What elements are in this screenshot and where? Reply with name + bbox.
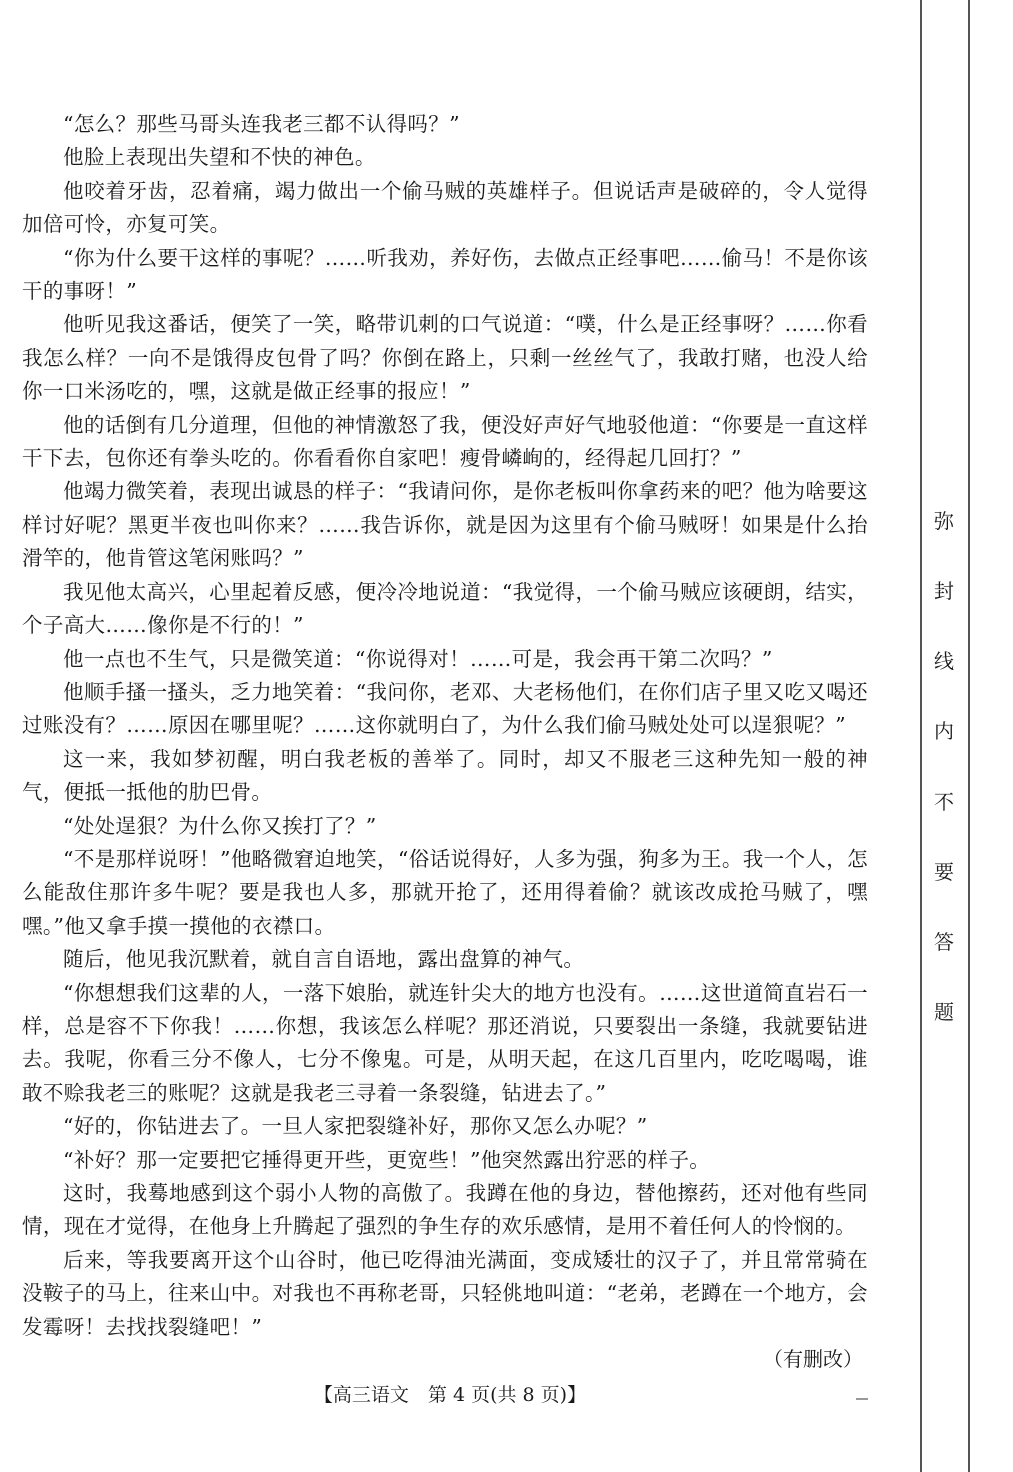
paragraph: 他咬着牙齿，忍着痛，竭力做出一个偷马贼的英雄样子。但说话声是破碎的，令人觉得加倍可怜，亦复可笑。 <box>22 178 868 237</box>
paragraph: 我见他太高兴，心里起着反感，便冷冷地说道：“我觉得，一个偷马贼应该硬朗，结实，个子高大……像你是不行的！” <box>22 579 868 638</box>
seal-char: 答 <box>934 929 954 954</box>
paragraph: “你为什么要干这样的事呢？……听我劝，养好伤，去做点正经事吧……偷马！不是你该干的事呀！” <box>22 245 868 304</box>
seal-char: 题 <box>934 999 954 1024</box>
seal-line-outer <box>968 0 970 1472</box>
seal-char: 弥 <box>934 509 954 533</box>
seal-char: 线 <box>934 649 954 674</box>
seal-char: 封 <box>934 579 954 604</box>
paragraph: 他竭力微笑着，表现出诚恳的样子：“我请问你，是你老板叫你拿药来的吧？他为啥要这样讨好呢？黑更半夜也叫你来？……我告诉你，就是因为这里有个偷马贼呀！如果是什么抬滑竿的，他肯管这笔闲账吗？” <box>22 479 868 571</box>
seal-line-notice <box>930 505 958 1025</box>
paragraph: 随后，他见我沉默着，就自言自语地，露出盘算的神气。 <box>63 947 585 972</box>
edit-note: （有删改） <box>763 1347 863 1371</box>
paragraph: 他脸上表现出失望和不快的神色。 <box>63 145 376 170</box>
page-footer: 【高三语文 第 4 页(共 8 页)】 <box>313 1384 587 1406</box>
seal-line-inner <box>920 0 922 1472</box>
paragraph: 他听见我这番话，便笑了一笑，略带讥刺的口气说道：“噗，什么是正经事呀？……你看我怎么样？一向不是饿得皮包骨了吗？你倒在路上，只剩一丝丝气了，我敢打赌，也没人给你一口米汤吃的，嘿，这就是做正经事的报应！” <box>22 312 868 404</box>
paragraph: “不是那样说呀！”他略微窘迫地笑，“俗话说得好，人多为强，狗多为王。我一个人，怎么能敌住那许多牛呢？要是我也人多，那就开抢了，还用得着偷？就该改成抢马贼了，嘿嘿。”他又拿手摸一摸他的衣襟口。 <box>22 846 868 938</box>
paragraph: 他顺手搔一搔头，乏力地笑着：“我问你，老邓、大老杨他们，在你们店子里又吃又喝还过账没有？……原因在哪里呢？……这你就明白了，为什么我们偷马贼处处可以逞狠呢？” <box>22 679 868 738</box>
paragraph: “处处逞狠？为什么你又挨打了？” <box>63 813 377 838</box>
paragraph: 这一来，我如梦初醒，明白我老板的善举了。同时，却又不服老三这种先知一般的神气，便抵一抵他的肋巴骨。 <box>22 746 868 805</box>
seal-char: 不 <box>934 789 954 814</box>
paragraph: 后来，等我要离开这个山谷时，他已吃得油光满面，变成矮壮的汉子了，并且常常骑在没鞍子的马上，往来山中。对我也不再称老哥，只轻佻地叫道：“老弟，老蹲在一个地方，会发霉呀！去找找裂缝吧！” <box>22 1247 868 1339</box>
paragraph: “补好？那一定要把它捶得更开些，更宽些！”他突然露出狞恶的样子。 <box>63 1147 711 1172</box>
paragraph: “你想想我们这辈的人，一落下娘胎，就连针尖大的地方也没有。……这世道简直岩石一样，总是容不下你我！……你想，我该怎么样呢？那还消说，只要裂出一条缝，我就要钻进去。我呢，你看三分不像人，七分不像鬼。可是，从明天起，在这几百里内，吃吃喝喝，谁敢不赊我老三的账呢？这就是我老三寻着一条裂缝，钻进去了。” <box>22 980 868 1105</box>
paragraph: 他的话倒有几分道理，但他的神情激怒了我，便没好声好气地驳他道：“你要是一直这样干下去，包你还有拳头吃的。你看看你自家吧！瘦骨嶙峋的，经得起几回打？” <box>22 412 868 471</box>
paragraph: 这时，我蓦地感到这个弱小人物的高傲了。我蹲在他的身边，替他擦药，还对他有些同情，现在才觉得，在他身上升腾起了强烈的争生存的欢乐感情，是用不着任何人的怜悯的。 <box>22 1181 868 1239</box>
paragraph: 他一点也不生气，只是微笑道：“你说得对！……可是，我会再干第二次吗？” <box>63 646 773 671</box>
scan-smudge <box>856 1398 868 1400</box>
paragraph: “好的，你钻进去了。一旦人家把裂缝补好，那你又怎么办呢？” <box>63 1114 648 1139</box>
paragraph: “怎么？那些马哥头连我老三都不认得吗？” <box>63 112 460 136</box>
article-body <box>22 108 868 1344</box>
seal-char: 要 <box>934 859 954 884</box>
seal-char: 内 <box>934 719 954 744</box>
